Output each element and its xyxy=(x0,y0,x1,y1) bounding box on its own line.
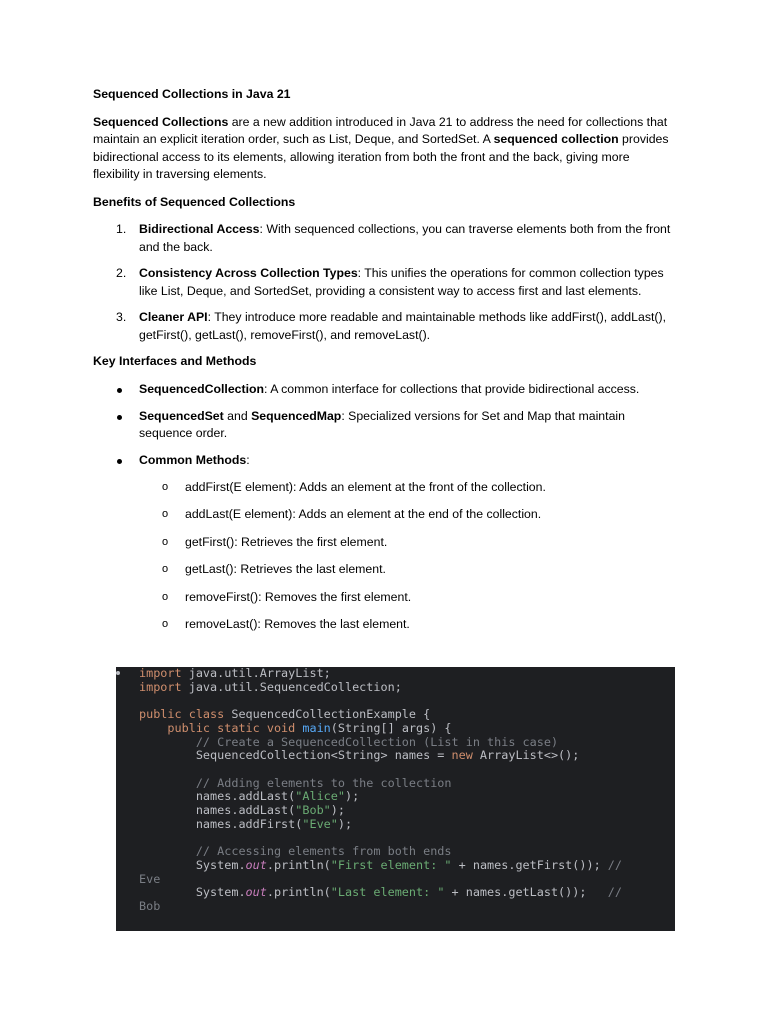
list-item: SequencedCollection: A common interface for collections that provide bidirectional access. xyxy=(93,381,673,399)
method-item: o removeFirst(): Removes the first element. xyxy=(162,589,412,604)
method-item: o addFirst(E element): Adds an element at the front of the collection. xyxy=(162,479,546,494)
list-item: SequencedSet and SequencedMap: Specialized versions for Set and Map that maintain sequence order. xyxy=(93,408,673,443)
benefits-heading: Benefits of Sequenced Collections xyxy=(93,194,296,209)
bullet-icon xyxy=(117,459,122,464)
document-page xyxy=(93,86,673,644)
interfaces-list xyxy=(93,381,673,634)
code-block xyxy=(116,667,675,931)
interfaces-heading: Key Interfaces and Methods xyxy=(93,354,257,368)
method-item: o getFirst(): Retrieves the first element. xyxy=(162,534,388,549)
method-item: o addLast(E element): Adds an element at the end of the collection. xyxy=(162,507,542,521)
intro-paragraph: Sequenced Collections are a new addition introduced in Java 21 to address the need for collections that maintain an explicit iteration order, such as List, Deque, and SortedSet. A sequenced collection provides bidirectional access to its elements, allowing iteration from both the front and the back, giving more flexibility in traversing elements. xyxy=(93,114,669,181)
bullet-icon xyxy=(117,415,122,420)
list-item: Common Methods: o addFirst(E element): Adds an element at the front of the collection. o addLast(E element): Adds an element at the end of the collection. o getFirst(): Retrieves the first element. o getLast(): Retrieves the last element. o removeFirst(): Removes the first element. o removeLast(): Removes the last element. xyxy=(93,452,673,634)
list-item: 1. Bidirectional Access: With sequenced collections, you can traverse elements both from the front and the back. xyxy=(116,222,671,254)
benefits-list xyxy=(93,221,673,344)
bullet-icon xyxy=(116,671,120,675)
document-title: Sequenced Collections in Java 21 xyxy=(93,87,291,101)
method-item: o removeLast(): Removes the last element. xyxy=(162,617,410,631)
intro-term: Sequenced Collections xyxy=(93,114,229,129)
list-item: 3. Cleaner API: They introduce more readable and maintainable methods like addFirst(), addLast(), getFirst(), getLast(), removeFirst(), and removeLast(). xyxy=(116,310,666,342)
bullet-icon xyxy=(117,388,122,393)
intro-term-2: sequenced collection xyxy=(493,132,619,146)
method-item: o getLast(): Retrieves the last element. xyxy=(162,562,386,576)
code-text: import java.util.ArrayList; import java.util.SequencedCollection; public class SequencedCollectionExample { public static void main(String[] args) { // Create a SequencedCollection (List in this case) SequencedCollection<String> names = new ArrayList<>(); // Adding elements to the collection names.addLast("Alice"); names.addLast("Bob"); names.addFirst("Eve"); // Accessing elements from both ends System.out.println("First element: " + names.getFirst()); // Eve System.out.println("Last element: " + names.getLast()); // Bob xyxy=(139,666,623,913)
list-item: 2. Consistency Across Collection Types: This unifies the operations for common collection types like List, Deque, and SortedSet, providing a consistent way to access first and last elements. xyxy=(116,266,664,298)
methods-list xyxy=(139,479,673,634)
